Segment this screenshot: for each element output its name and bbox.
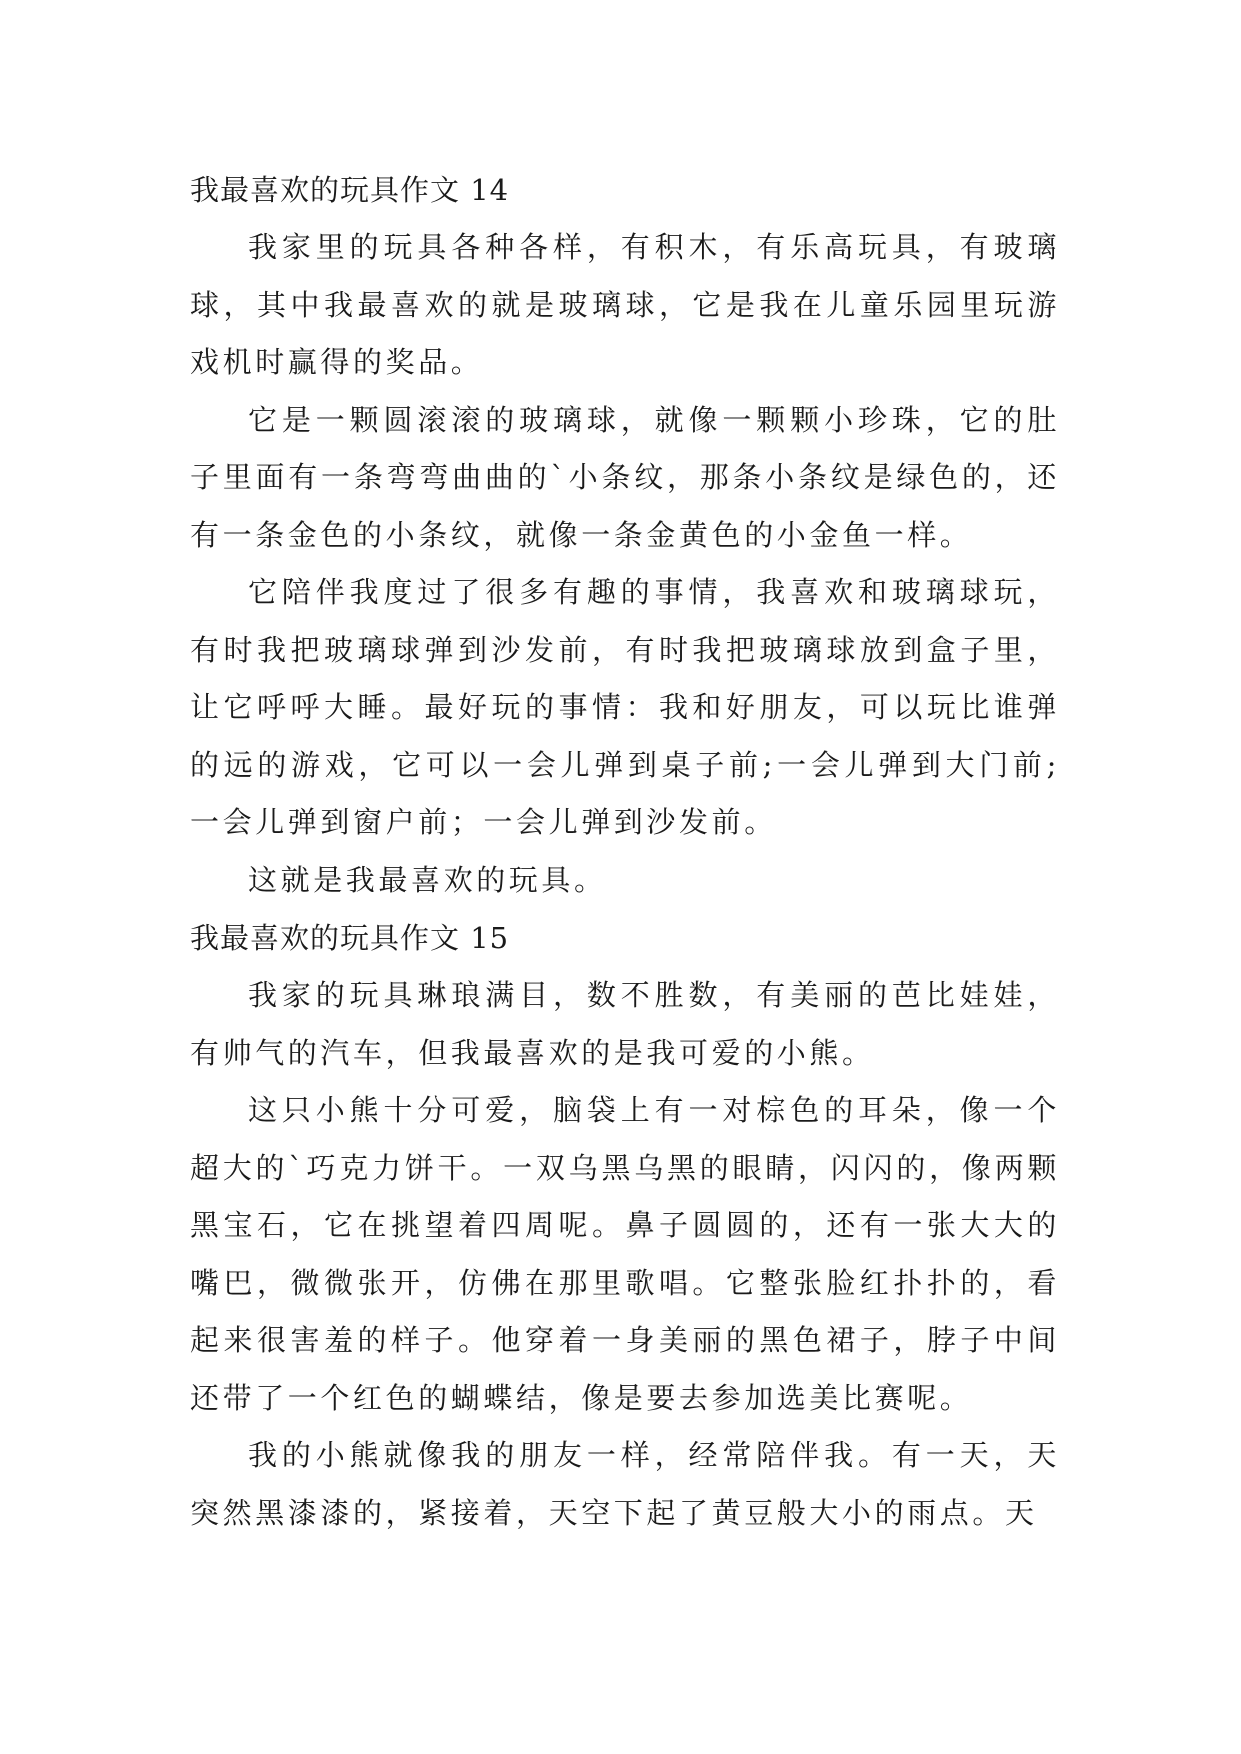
essay-section-15 <box>190 910 1060 1542</box>
section-heading: 我最喜欢的玩具作文 15 <box>190 921 510 955</box>
essay-section-14 <box>190 162 1060 909</box>
section-heading: 我最喜欢的玩具作文 14 <box>190 173 510 207</box>
paragraph: 我家里的玩具各种各样，有积木，有乐高玩具，有玻璃球，其中我最喜欢的就是玻璃球，它是我在儿童乐园里玩游戏机时赢得的奖品。 <box>190 230 1060 379</box>
paragraph: 这就是我最喜欢的玩具。 <box>248 862 607 897</box>
paragraph: 我家的玩具琳琅满目，数不胜数，有美丽的芭比娃娃，有帅气的汽车，但我最喜欢的是我可爱的小熊。 <box>190 978 1060 1070</box>
paragraph: 我的小熊就像我的朋友一样，经常陪伴我。有一天，天突然黑漆漆的，紧接着，天空下起了黄豆般大小的雨点。天 <box>190 1438 1060 1530</box>
paragraph: 它陪伴我度过了很多有趣的事情，我喜欢和玻璃球玩，有时我把玻璃球弹到沙发前，有时我把玻璃球放到盒子里，让它呼呼大睡。最好玩的事情：我和好朋友，可以玩比谁弹的远的游戏，它可以一会儿弹到桌子前;一会儿弹到大门前;一会儿弹到窗户前；一会儿弹到沙发前。 <box>190 575 1060 839</box>
paragraph: 它是一颗圆滚滚的玻璃球，就像一颗颗小珍珠，它的肚子里面有一条弯弯曲曲的`小条纹，那条小条纹是绿色的，还有一条金色的小条纹，就像一条金黄色的小金鱼一样。 <box>190 402 1060 552</box>
document-page <box>190 162 1060 1542</box>
paragraph: 这只小熊十分可爱，脑袋上有一对棕色的耳朵，像一个超大的`巧克力饼干。一双乌黑乌黑的眼睛，闪闪的，像两颗黑宝石，它在挑望着四周呢。鼻子圆圆的，还有一张大大的嘴巴，微微张开，仿佛在那里歌唱。它整张脸红扑扑的，看起来很害羞的样子。他穿着一身美丽的黑色裙子，脖子中间还带了一个红色的蝴蝶结，像是要去参加选美比赛呢。 <box>190 1093 1060 1415</box>
